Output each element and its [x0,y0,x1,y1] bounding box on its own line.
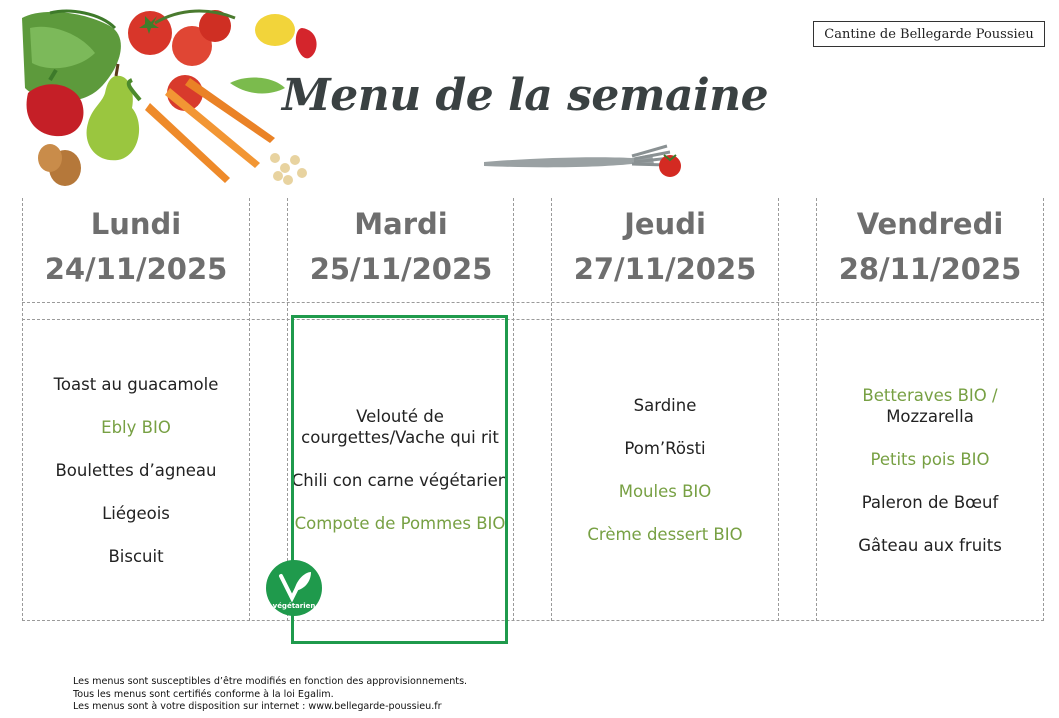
day-header-jeudi [551,200,779,292]
strawberry [296,28,317,58]
menu-item: Paleron de Bœuf [861,492,999,512]
page-title: Menu de la semaine [282,70,769,121]
day-header-vendredi [816,200,1044,292]
menu-jeudi [552,320,778,620]
school-name-box: Cantine de Bellegarde Poussieu [813,21,1045,47]
day-header-lundi [22,200,250,292]
menu-item: Moules BIO [618,482,712,501]
lemon [255,14,295,46]
weekly-menu-grid [22,198,1044,621]
fork-illustration [482,140,687,182]
vegetarian-badge-label: végétarien [272,602,316,610]
day-name: Jeudi [624,207,706,241]
carrots [145,103,230,183]
menu-item: Toast au guacamole [53,374,219,394]
menu-item: Petits pois BIO [870,449,990,469]
menu-item: Mozzarella [886,406,974,426]
footer-line: Tous les menus sont certifiés conforme à la loi Egalim. [73,688,334,700]
footer-line: Les menus sont à votre disposition sur internet : www.bellegarde-poussieu.fr [73,701,442,712]
menu-vendredi [817,320,1043,620]
menu-item: Sardine [633,396,697,415]
day-name: Mardi [354,207,448,241]
menu-item: Chili con carne végétarien [291,471,509,490]
menu-item: Velouté de courgettes/Vache qui rit [301,407,499,447]
menu-item: Biscuit [108,546,164,566]
menu-item: Compote de Pommes BIO [294,514,506,533]
day-date: 25/11/2025 [309,252,493,286]
footer-line: Les menus sont susceptibles d’être modifiés en fonction des approvisionnements. [73,676,468,687]
menu-item: Crème dessert BIO [587,525,743,544]
vegetarian-leaf-icon [264,558,324,618]
cherry-tomato [659,155,681,177]
vegetables-illustration [20,8,320,193]
day-date: 28/11/2025 [838,252,1022,286]
menu-item: Ebly BIO [101,417,171,437]
day-name: Vendredi [856,207,1004,241]
menu-item: Gâteau aux fruits [858,535,1002,555]
menu-item: Betteraves BIO / [862,385,998,405]
day-header-mardi [287,200,515,292]
footer-notes [73,676,467,714]
day-date: 24/11/2025 [44,252,228,286]
day-name: Lundi [90,207,182,241]
day-date: 27/11/2025 [573,252,757,286]
menu-item: Liégeois [102,503,170,523]
menu-item: Pom’Rösti [624,439,706,458]
menu-lundi [23,320,249,620]
menu-item: Boulettes d’agneau [55,460,217,480]
